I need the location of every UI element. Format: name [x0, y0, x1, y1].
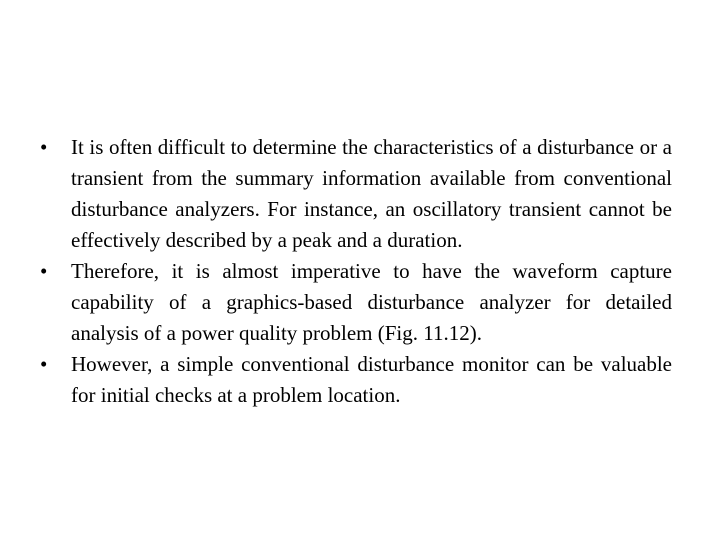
bullet-dot-icon: • [40, 352, 48, 376]
bullet-item [40, 349, 672, 411]
bullet-item [40, 132, 672, 256]
bullet-dot-icon: • [40, 259, 48, 283]
bullet-dot-icon: • [40, 135, 48, 159]
bullet-text: Therefore, it is almost imperative to have the waveform capture capability of a graphics-based disturbance analyzer for detailed analysis of a power quality problem (Fig. 11.12). [71, 259, 672, 345]
bullet-item [40, 256, 672, 349]
bullet-text: However, a simple conventional disturbance monitor can be valuable for initial checks at a problem location. [71, 352, 672, 407]
bullet-list [40, 132, 672, 411]
bullet-text: It is often difficult to determine the characteristics of a disturbance or a transient from the summary information available from conventional disturbance analyzers. For instance, an oscillatory transient cannot be effectively described by a peak and a duration. [71, 135, 672, 252]
